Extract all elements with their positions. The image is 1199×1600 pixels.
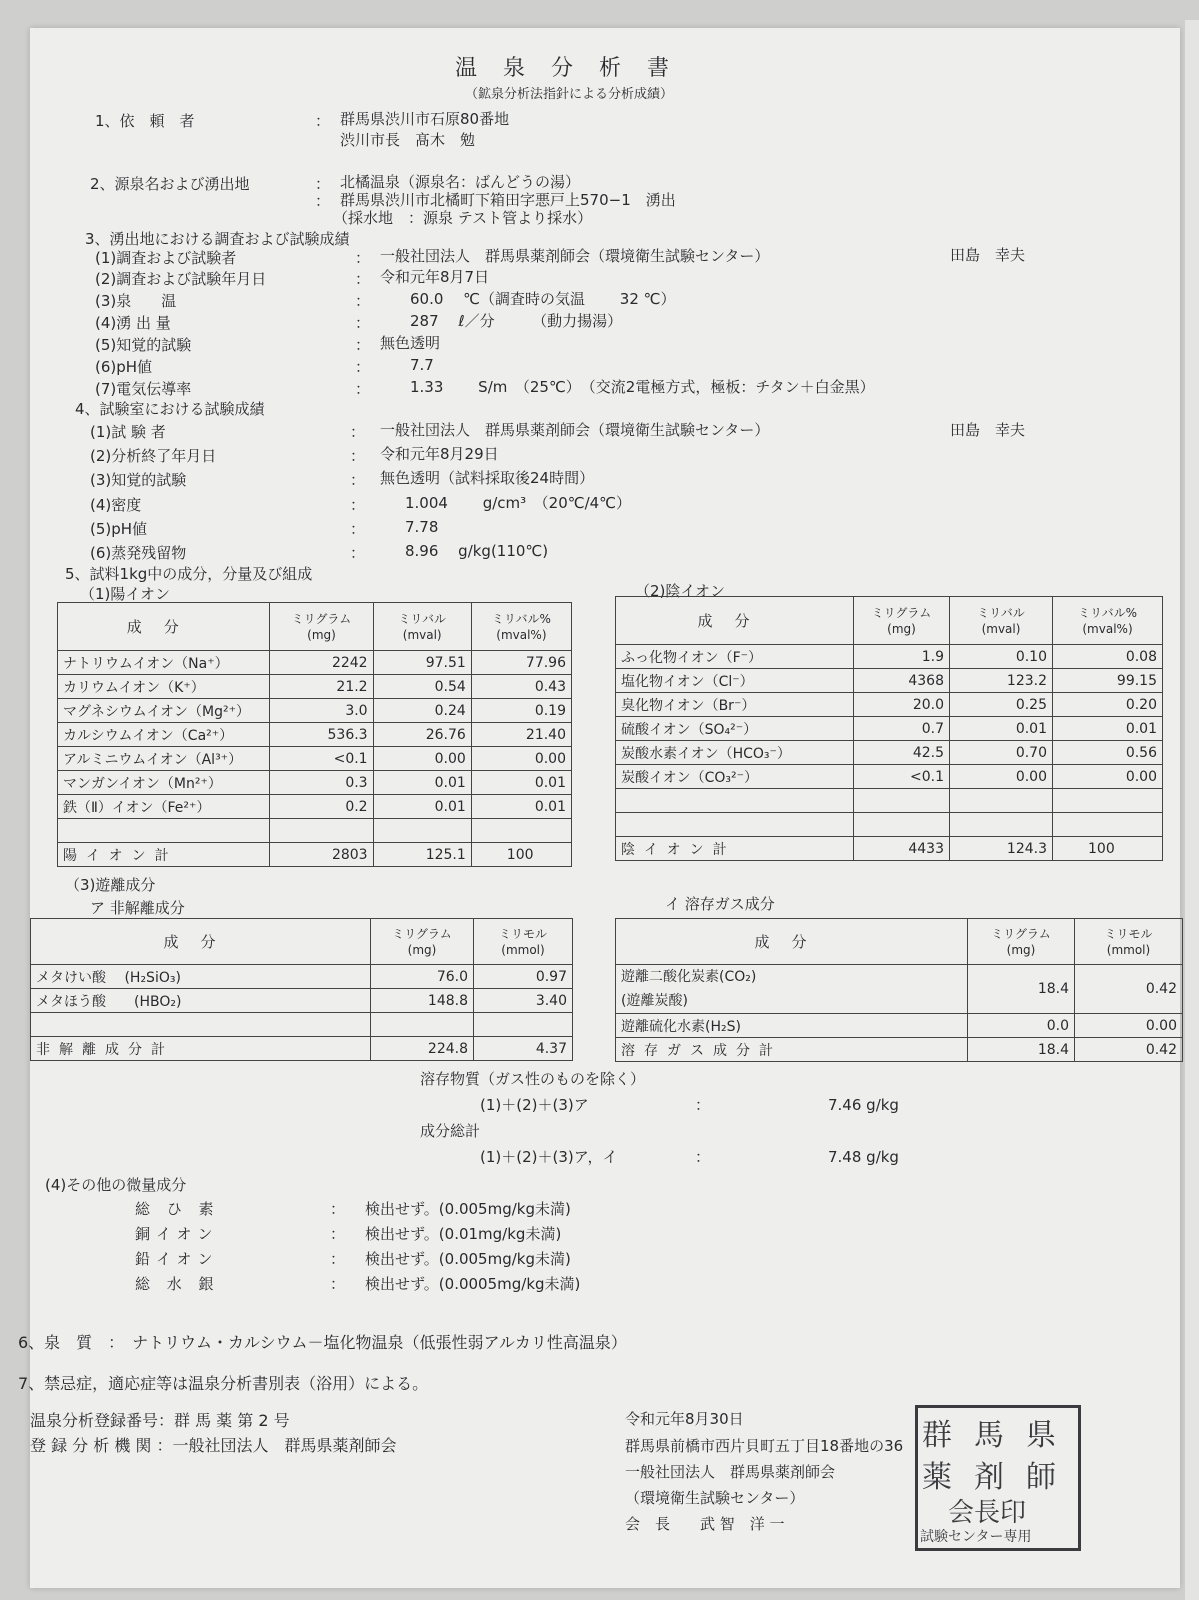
colon: ： — [355, 249, 371, 267]
s4-item-label: (3)知覚的試験 — [90, 471, 187, 489]
trace-item-label: 総 水 銀 — [135, 1275, 220, 1293]
s4-item-label: (4)密度 — [90, 496, 142, 514]
s3-item-value: 60.0 ℃（調査時の気温 32 ℃） — [410, 290, 676, 308]
dissolved-substance-label: 溶存物質（ガス性のものを除く） — [420, 1070, 646, 1088]
total-row: 非解離成分計 224.8 4.37 — [31, 1037, 573, 1061]
dissolved-substance-formula: (1)＋(2)＋(3)ア — [480, 1096, 589, 1114]
trace-item-value: 検出せず。(0.0005mg/kg未満) — [365, 1275, 581, 1293]
source-location: 群馬県渋川市北橘町下箱田字悪戸上570−1 湧出 — [340, 191, 676, 209]
dissolved-gas-heading: イ 溶存ガス成分 — [665, 895, 775, 913]
issuer-organization: 一般社団法人 群馬県薬剤師会 — [625, 1463, 836, 1481]
component-total-formula: (1)＋(2)＋(3)ア，イ — [480, 1148, 618, 1166]
source-name: 北橘温泉（源泉名：ばんどうの湯） — [340, 173, 581, 191]
colon: ： — [355, 292, 371, 310]
table-row: ナトリウムイオン（Na⁺） 2242 97.51 77.96 — [58, 651, 572, 675]
cation-heading: （1)陽イオン — [80, 585, 170, 603]
s3-item-value: 一般社団法人 群馬県薬剤師会（環境衛生試験センター） — [380, 247, 770, 265]
spring-quality: 6、泉 質 ： ナトリウム・カルシウム－塩化物温泉（低張性弱アルカリ性高温泉） — [18, 1333, 627, 1352]
table-row: メタけい酸 (H₂SiO₃) 76.0 0.97 — [31, 965, 573, 989]
table-row: 鉄（Ⅱ）イオン（Fe²⁺） 0.2 0.01 0.01 — [58, 795, 572, 819]
adjacent-page-edge — [1185, 20, 1199, 1600]
column-header: ミリグラム (mg) — [270, 603, 373, 651]
table-row — [31, 1013, 573, 1037]
table-row: ふっ化物イオン（F⁻） 1.9 0.10 0.08 — [616, 645, 1163, 669]
cation-table — [57, 602, 572, 867]
s3-item-value: 無色透明 — [380, 334, 441, 352]
colon: ： — [315, 192, 331, 210]
dissolved-substance-value: 7.46 g/kg — [828, 1096, 899, 1114]
requester-name: 渋川市長 髙木 勉 — [340, 131, 476, 149]
colon: ： — [695, 1148, 711, 1166]
column-header: ミリグラム (mg) — [968, 919, 1075, 965]
column-header: ミリモル (mmol) — [474, 919, 573, 965]
trace-item-label: 総 ひ 素 — [135, 1200, 220, 1218]
table-row: マンガンイオン（Mn²⁺） 0.3 0.01 0.01 — [58, 771, 572, 795]
official-seal: 群 馬 県 薬 剤 師 会長印 試験センター専用 — [915, 1405, 1081, 1551]
column-header: ミリグラム (mg) — [854, 597, 950, 645]
s3-item-label: (6)pH値 — [95, 358, 153, 376]
table-row: 炭酸水素イオン（HCO₃⁻） 42.5 0.70 0.56 — [616, 741, 1163, 765]
table-row — [616, 813, 1163, 837]
colon: ： — [350, 447, 366, 465]
colon: ： — [355, 358, 371, 376]
table-row: 炭酸イオン（CO₃²⁻） <0.1 0.00 0.00 — [616, 765, 1163, 789]
anion-heading: （2)陰イオン — [635, 582, 725, 600]
registration-number: 温泉分析登録番号：群 馬 薬 第 2 号 — [30, 1411, 290, 1430]
section3-heading: 3、湧出地における調査および試験成績 — [85, 230, 350, 248]
table-row: 硫酸イオン（SO₄²⁻） 0.7 0.01 0.01 — [616, 717, 1163, 741]
component-total-value: 7.48 g/kg — [828, 1148, 899, 1166]
s4-item-value: 令和元年8月29日 — [380, 445, 499, 463]
total-row: 陽イオン計 2803 125.1 100 — [58, 843, 572, 867]
registered-institution: 登 録 分 析 機 関 ：一般社団法人 群馬県薬剤師会 — [30, 1436, 397, 1455]
issuer-address: 群馬県前橋市西片貝町五丁目18番地の36 — [625, 1437, 904, 1455]
column-header: ミリモル (mmol) — [1075, 919, 1183, 965]
trace-item-label: 銅イオン — [135, 1225, 219, 1243]
issuer-center: （環境衛生試験センター） — [625, 1489, 805, 1507]
component-total-label: 成分総計 — [420, 1122, 481, 1140]
column-header: 成分 — [616, 597, 854, 645]
anion-table — [615, 596, 1163, 861]
colon: ： — [350, 471, 366, 489]
colon: ： — [330, 1225, 346, 1243]
s3-item-label: (3)泉 温 — [95, 292, 177, 310]
requester-label: 1、依 頼 者 — [95, 112, 195, 130]
s3-item-value: 7.7 — [410, 356, 434, 374]
colon: ： — [315, 175, 331, 193]
table-row: 塩化物イオン（Cl⁻） 4368 123.2 99.15 — [616, 669, 1163, 693]
section3-surveyor: 田島 幸夫 — [950, 246, 1026, 264]
colon: ： — [355, 270, 371, 288]
table-row: 臭化物イオン（Br⁻） 20.0 0.25 0.20 — [616, 693, 1163, 717]
column-header: 成分 — [616, 919, 968, 965]
non-dissociated-table — [30, 918, 573, 1061]
table-row: カルシウムイオン（Ca²⁺） 536.3 26.76 21.40 — [58, 723, 572, 747]
colon: ： — [350, 423, 366, 441]
total-row: 陰イオン計 4433 124.3 100 — [616, 837, 1163, 861]
trace-item-value: 検出せず。(0.005mg/kg未満) — [365, 1200, 571, 1218]
table-row — [616, 789, 1163, 813]
s3-item-value: 287 ℓ／分 （動力揚湯） — [410, 312, 623, 330]
non-dissociated-heading: ア 非解離成分 — [90, 899, 185, 917]
source-label: 2、源泉名および湧出地 — [90, 175, 250, 193]
column-header: ミリバル% (mval%) — [1053, 597, 1163, 645]
requester-address: 群馬県渋川市石原80番地 — [340, 110, 510, 128]
s3-item-label: (1)調査および試験者 — [95, 249, 237, 267]
s4-item-value: 1.004 g/cm³ （20℃/4℃） — [405, 494, 632, 512]
column-header: 成分 — [58, 603, 270, 651]
colon: ： — [330, 1275, 346, 1293]
s3-item-label: (2)調査および試験年月日 — [95, 270, 267, 288]
s3-item-value: 令和元年8月7日 — [380, 268, 490, 286]
column-header: ミリバル (mval) — [373, 603, 471, 651]
table-row: メタほう酸 (HBO₂) 148.8 3.40 — [31, 989, 573, 1013]
s4-item-label: (6)蒸発残留物 — [90, 544, 187, 562]
column-header: ミリバル% (mval%) — [471, 603, 571, 651]
issue-date: 令和元年8月30日 — [625, 1410, 744, 1428]
s3-item-value: 1.33 S/m （25℃） （交流2電極方式，極板：チタン＋白金黒） — [410, 378, 875, 396]
colon: ： — [695, 1096, 711, 1114]
s4-item-label: (5)pH値 — [90, 520, 148, 538]
s3-item-label: (4)湧 出 量 — [95, 314, 171, 332]
sampling-point: （採水地 ：源泉 テスト管より採水） — [333, 209, 593, 227]
column-header: ミリバル (mval) — [950, 597, 1053, 645]
trace-item-label: 鉛イオン — [135, 1250, 219, 1268]
section4-heading: 4、試験室における試験成績 — [75, 400, 265, 418]
s3-item-label: (7)電気伝導率 — [95, 380, 192, 398]
table-row: 遊離硫化水素(H₂S) 0.0 0.00 — [616, 1014, 1183, 1038]
trace-heading: (4)その他の微量成分 — [45, 1176, 187, 1194]
trace-item-value: 検出せず。(0.01mg/kg未満) — [365, 1225, 562, 1243]
s4-item-value: 一般社団法人 群馬県薬剤師会（環境衛生試験センター） — [380, 421, 770, 439]
colon: ： — [355, 380, 371, 398]
colon: ： — [330, 1250, 346, 1268]
table-row: アルミニウムイオン（Al³⁺） <0.1 0.00 0.00 — [58, 747, 572, 771]
table-row: マグネシウムイオン（Mg²⁺） 3.0 0.24 0.19 — [58, 699, 572, 723]
colon: ： — [350, 520, 366, 538]
colon: ： — [355, 314, 371, 332]
section4-tester: 田島 幸夫 — [950, 421, 1026, 439]
trace-item-value: 検出せず。(0.005mg/kg未満) — [365, 1250, 571, 1268]
s3-item-label: (5)知覚的試験 — [95, 336, 192, 354]
dissolved-gas-table — [615, 918, 1183, 1062]
colon: ： — [330, 1200, 346, 1218]
colon: ： — [350, 544, 366, 562]
section5-heading: 5、試料1kg中の成分，分量及び組成 — [65, 565, 313, 583]
table-row — [58, 819, 572, 843]
colon: ： — [355, 336, 371, 354]
column-header: 成分 — [31, 919, 371, 965]
free-components-heading: （3)遊離成分 — [65, 876, 156, 894]
s4-item-value: 8.96 g/kg(110℃) — [405, 542, 549, 560]
column-header: ミリグラム (mg) — [371, 919, 474, 965]
s4-item-value: 無色透明（試料採取後24時間） — [380, 469, 595, 487]
document-subtitle: （鉱泉分析法指針による分析成績） — [465, 87, 674, 102]
table-row: カリウムイオン（K⁺） 21.2 0.54 0.43 — [58, 675, 572, 699]
s4-item-label: (2)分析終了年月日 — [90, 447, 217, 465]
colon: ： — [350, 496, 366, 514]
document-title: 温泉分析書 — [455, 56, 696, 81]
total-row: 溶存ガス成分計 18.4 0.42 — [616, 1038, 1183, 1062]
colon: ： — [315, 112, 331, 130]
s4-item-label: (1)試 験 者 — [90, 423, 166, 441]
issuer-president: 会 長 武 智 洋 一 — [625, 1515, 785, 1533]
s4-item-value: 7.78 — [405, 518, 439, 536]
table-row: 遊離二酸化炭素(CO₂) (遊離炭酸) 18.4 0.42 — [616, 965, 1183, 1014]
indications-note: 7、禁忌症，適応症等は温泉分析書別表（浴用）による。 — [18, 1374, 429, 1393]
